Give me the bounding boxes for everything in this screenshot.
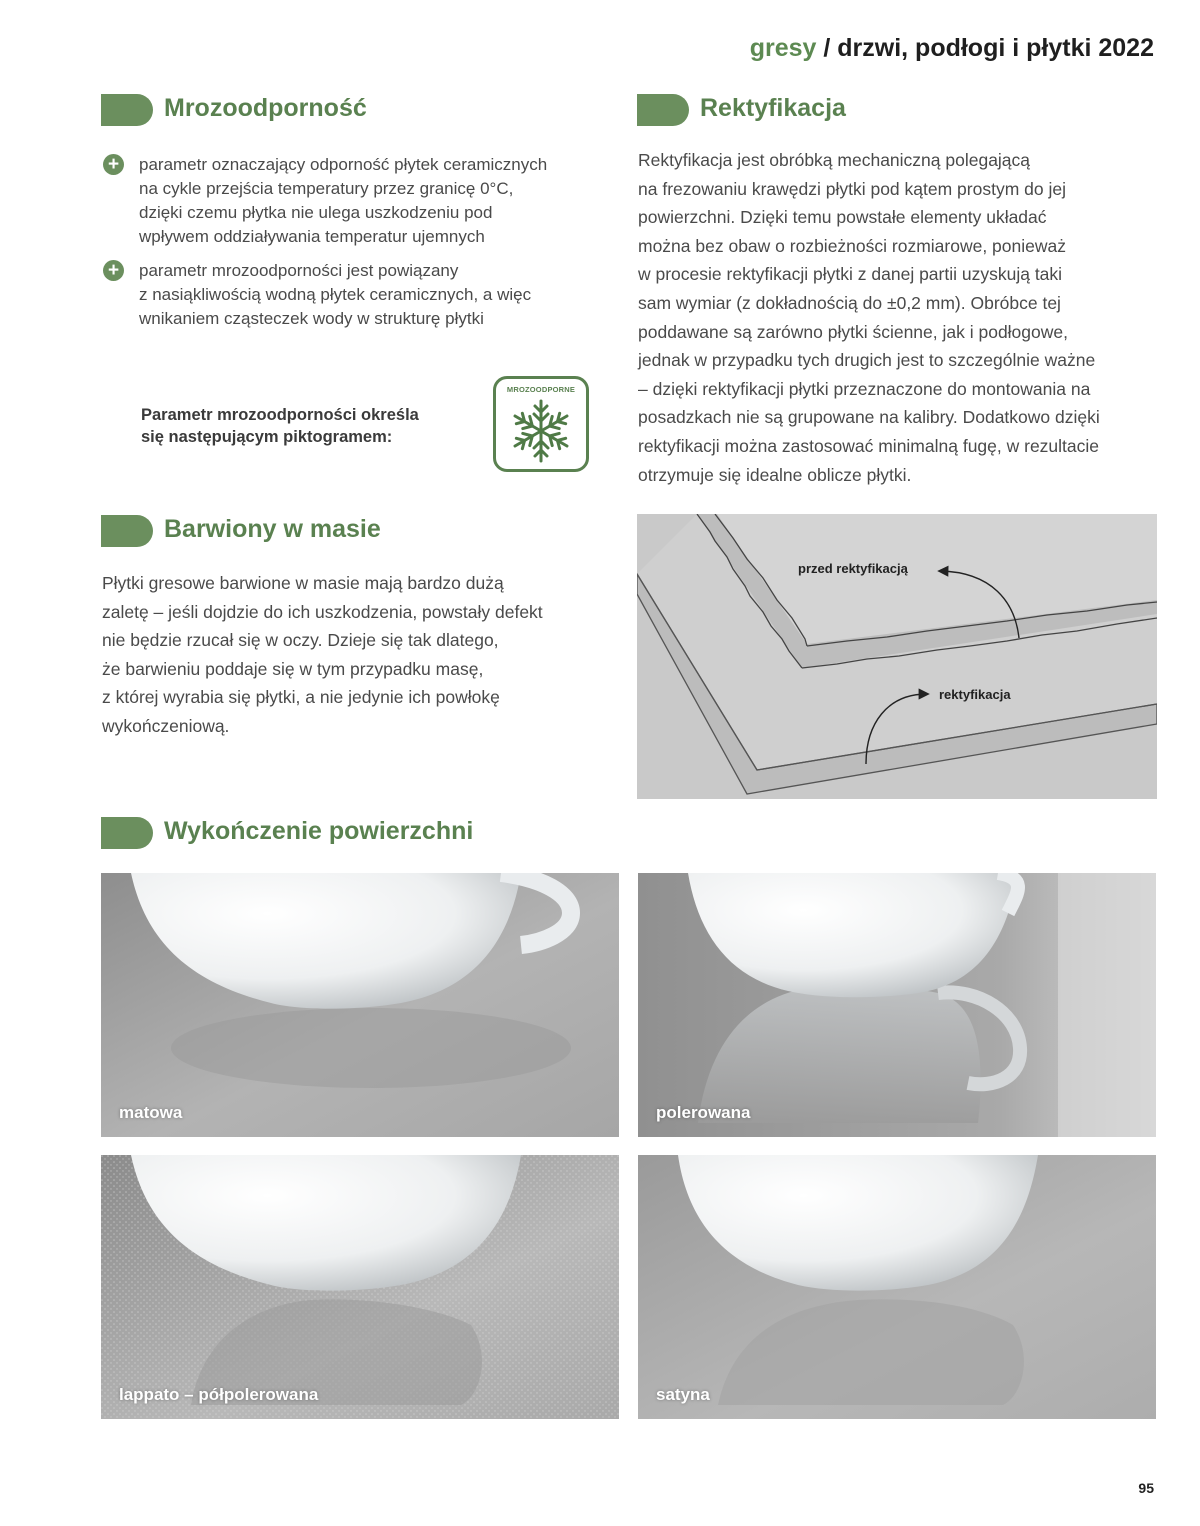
text-line: Płytki gresowe barwione w masie mają bardzo dużą	[102, 573, 504, 593]
text-line: w procesie rektyfikacji płytki z danej partii uzyskują taki	[638, 264, 1063, 285]
text-line: sam wymiar (z dokładnością do ±0,2 mm). Obróbce tej	[638, 292, 1061, 313]
section-marker	[101, 515, 153, 547]
plus-icon: +	[103, 260, 124, 281]
text-line: otrzymuje się idealne oblicze płytki.	[638, 464, 912, 485]
bullet-line: z nasiąkliwością wodną płytek ceramicznych, a więc	[139, 285, 532, 304]
header-title: drzwi, podłogi i płytki 2022	[837, 34, 1154, 62]
header-category: gresy	[749, 34, 817, 62]
text-line: rektyfikacji można zastosować minimalną fugę, w rezultacie	[638, 435, 1100, 456]
bullet-line: na cykle przejścia temperatury przez granicę 0°C,	[139, 179, 514, 198]
pictogram-label: MROZOODPORNE	[506, 385, 576, 394]
text-line: na frezowaniu krawędzi płytki pod kątem prostym do jej	[638, 178, 1066, 199]
photo-lappato-finish	[101, 1155, 619, 1419]
section-title-mass: Barwiony w masie	[164, 515, 381, 543]
mass-paragraph	[102, 569, 602, 741]
photo-label-matt: matowa	[119, 1103, 183, 1122]
text-line: wykończeniową.	[102, 715, 230, 736]
label-before-rectification: przed rektyfikacją	[798, 561, 908, 576]
photo-label-lappato: lappato – półpolerowana	[119, 1385, 319, 1404]
photo-polished-finish	[638, 873, 1156, 1137]
section-marker	[101, 94, 153, 126]
snowflake-icon	[496, 379, 586, 469]
photo-matt-finish	[101, 873, 619, 1137]
text-line: poddawane są zarówno płytki ścienne, jak i podłogowe,	[638, 321, 1068, 342]
section-marker	[637, 94, 689, 126]
bullet-line: dzięki czemu płytka nie ulega uszkodzeniu pod	[139, 203, 493, 222]
text-line: nie będzie rzucał się w oczy. Dzieje się tak dlatego,	[102, 630, 499, 651]
note-line: Parametr mrozoodporności określa	[141, 406, 419, 424]
bullet-line: wnikaniem cząsteczek wody w strukturę płytki	[139, 309, 484, 328]
pictogram-note	[141, 404, 419, 448]
photo-label-polished: polerowana	[656, 1103, 751, 1122]
bullet-frost-2	[139, 259, 531, 331]
photo-satin-finish	[638, 1155, 1156, 1419]
text-line: – dzięki rektyfikacji płytki przeznaczone do montowania na	[638, 378, 1091, 399]
section-title-frost: Mrozoodporność	[164, 94, 367, 122]
page-number: 95	[1138, 1480, 1154, 1496]
bullet-line: parametr mrozoodporności jest powiązany	[139, 261, 459, 280]
section-title-finish: Wykończenie powierzchni	[164, 817, 474, 845]
text-line: można bez obaw o rozbieżności rozmiarowe, ponieważ	[638, 235, 1066, 256]
photo-label-satin: satyna	[656, 1385, 710, 1404]
label-rectification: rektyfikacja	[939, 687, 1011, 702]
running-header	[750, 34, 1154, 63]
section-marker	[101, 817, 153, 849]
frost-resistance-pictogram	[493, 376, 589, 472]
text-line: jednak w przypadku tych drugich jest to szczególnie ważne	[638, 350, 1096, 371]
rectification-diagram	[637, 514, 1157, 799]
plus-icon: +	[103, 154, 124, 175]
bullet-line: wpływem oddziaływania temperatur ujemnych	[139, 227, 485, 246]
text-line: zaletę – jeśli dojdzie do ich uszkodzenia, powstały defekt	[102, 601, 543, 622]
section-title-rect: Rektyfikacja	[700, 94, 846, 122]
text-line: Rektyfikacja jest obróbką mechaniczną polegającą	[638, 150, 1031, 170]
bullet-line: parametr oznaczający odporność płytek ceramicznych	[139, 155, 548, 174]
bullet-frost-1	[139, 153, 547, 249]
rect-paragraph	[638, 146, 1168, 489]
header-separator: /	[816, 34, 838, 62]
note-line: się następującym piktogramem:	[141, 428, 393, 446]
text-line: z której wyrabia się płytki, a nie jedynie ich powłokę	[102, 687, 500, 708]
text-line: że barwieniu poddaje się w tym przypadku masę,	[102, 658, 484, 679]
text-line: powierzchni. Dzięki temu powstałe elementy układać	[638, 207, 1047, 228]
text-line: posadzkach nie są grupowane na kalibry. Dodatkowo dzięki	[638, 407, 1100, 428]
